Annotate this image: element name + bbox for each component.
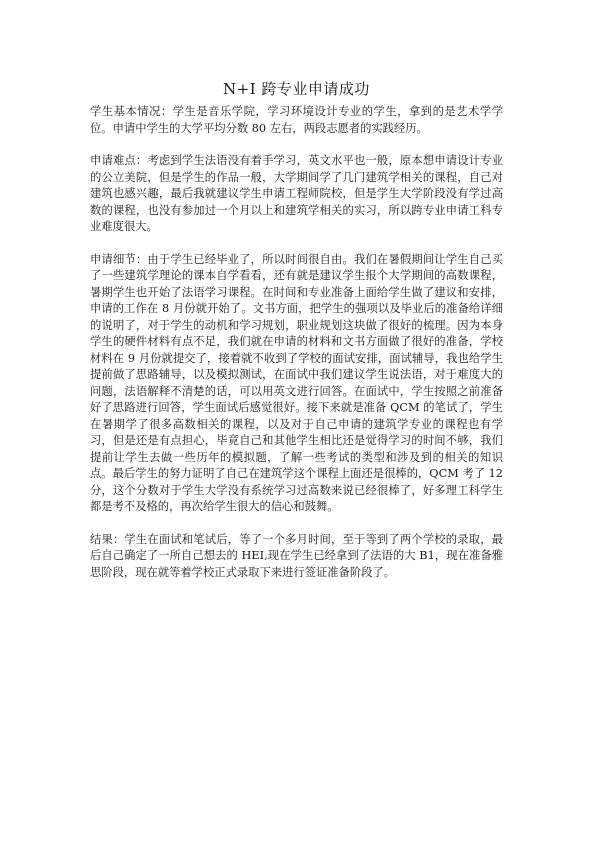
document-title: N+I 跨专业申请成功 bbox=[223, 80, 370, 98]
paragraph-application-details: 申请细节：由于学生已经毕业了，所以时间很自由。我们在暑假期间让学生自己买了一些建筑学理论的课本自学看看，还有就是建议学生报个大学期间的高数课程，暑期学生也开始了法语学习课程。在时间和专业准备上面给学生做了建议和安排，申请的工作在 8 月份就开始了。文书方面，把学生的强项以及毕业后的准备给详细的说明了，对于学生的动机和学习规划，职业规划这块做了很好的梳理。因为本身学生的硬件材料有点不足，我们就在申请的材料和文书方面做了很好的准备，学校材料在 9 月份就提交了，接着就不收到了学校的面试安排，面试辅导，我也给学生提前做了思路辅导，以及模拟测试，在面试中我们建议学生说法语，对于难度大的问题，法语解释不清楚的话，可以用英文进行回答。在面试中，学生按照之前准备好了思路进行回答，学生面试后感觉很好。接下来就是准备 QCM 的笔试了，学生在暑期学了很多高数相关的课程，以及对于自己申请的建筑学专业的课程也有学习，但是还是有点担心，毕竟自己和其他学生相比还是觉得学习的时间不够，我们提前让学生去做一些历年的模拟题，了解一些考试的类型和涉及到的相关的知识点。最后学生的努力证明了自己在建筑学这个课程上面还是很棒的，QCM 考了 12 分，这个分数对于学生大学没有系统学习过高数来说已经很棒了，好多理工科学生都是考不及格的，再次给学生很大的信心和鼓舞。 bbox=[90, 252, 503, 513]
paragraph-result: 结果：学生在面试和笔试后，等了一个多月时间，至于等到了两个学校的录取，最后自己确定了一所自己想去的 HEI,现在学生已经拿到了法语的大 B1，现在准备雅思阶段，现在就等着学校正式录取下来进行签证准备阶段了。 bbox=[90, 532, 503, 579]
paragraph-student-background: 学生基本情况：学生是音乐学院，学习环境设计专业的学生，拿到的是艺术学学位。申请中学生的大学平均分数 80 左右，两段志愿者的实践经历。 bbox=[90, 105, 503, 135]
paragraph-application-difficulties: 申请难点：考虑到学生法语没有着手学习，英文水平也一般，原本想申请设计专业的公立美院，但是学生的作品一般，大学期间学了几门建筑学相关的课程，自己对建筑也感兴趣，最后我就建议学生申请工程师院校，但是学生大学阶段没有学过高数的课程，也没有参加过一个月以上和建筑学相关的实习，所以跨专业申请工科专业难度很大。 bbox=[90, 154, 503, 233]
